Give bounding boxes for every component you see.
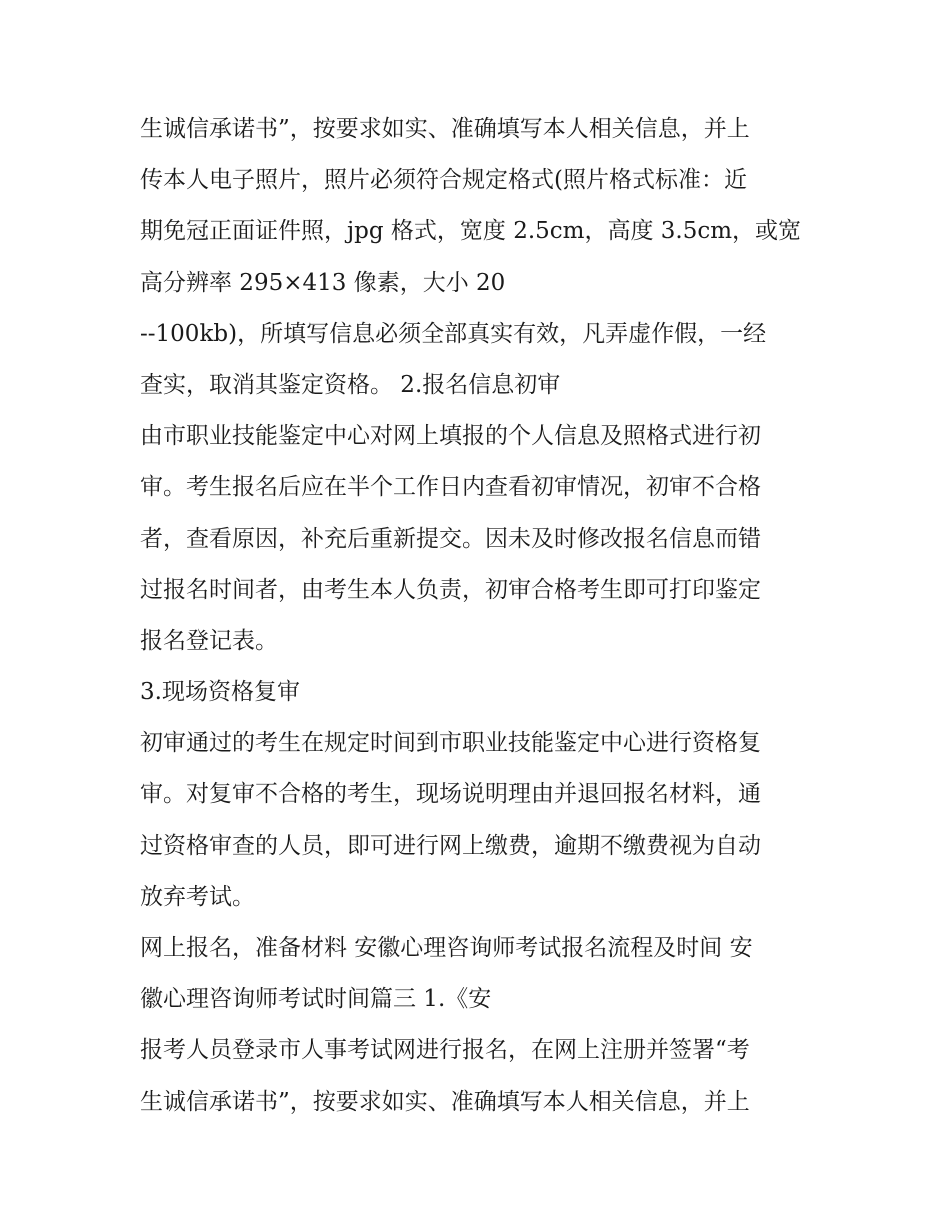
document-body <box>140 104 820 1128</box>
section-heading: 3.现场资格复审 <box>140 679 300 706</box>
text-line: 网上报名，准备材料 安徽心理咨询师考试报名流程及时间 安 <box>140 935 753 961</box>
text-line: 放弃考试。 <box>140 883 255 910</box>
text-line: 过报名时间者，由考生本人负责，初审合格考生即可打印鉴定 <box>140 576 761 603</box>
text-line: 徽心理咨询师考试时间篇三 1.《安 <box>140 986 492 1013</box>
text-line: 报名登记表。 <box>140 627 278 654</box>
text-line: 过资格审查的人员，即可进行网上缴费，逾期不缴费视为自动 <box>140 832 761 859</box>
text-line: 审。考生报名后应在半个工作日内查看初审情况，初审不合格 <box>140 474 761 501</box>
text-line: 期免冠正面证件照，jpg 格式，宽度 2.5cm，高度 3.5cm，或宽 <box>140 218 802 245</box>
text-line: --100kb)，所填写信息必须全部真实有效，凡弄虚作假，一经 <box>140 320 767 347</box>
text-line: 查实，取消其鉴定资格。 2.报名信息初审 <box>140 371 561 398</box>
text-line: 报考人员登录市人事考试网进行报名，在网上注册并签署“考 <box>140 1037 750 1064</box>
text-line: 者，查看原因，补充后重新提交。因未及时修改报名信息而错 <box>140 525 761 552</box>
text-line: 生诚信承诺书”，按要求如实、准确填写本人相关信息，并上 <box>140 1088 750 1115</box>
text-line: 生诚信承诺书”，按要求如实、准确填写本人相关信息，并上 <box>140 116 750 142</box>
text-line: 初审通过的考生在规定时间到市职业技能鉴定中心进行资格复 <box>140 730 761 757</box>
text-line: 传本人电子照片，照片必须符合规定格式(照片格式标准：近 <box>140 167 747 194</box>
text-line: 由市职业技能鉴定中心对网上填报的个人信息及照格式进行初 <box>140 423 761 450</box>
text-line: 高分辨率 295×413 像素，大小 20 <box>140 269 506 296</box>
text-line: 审。对复审不合格的考生，现场说明理由并退回报名材料，通 <box>140 781 761 808</box>
